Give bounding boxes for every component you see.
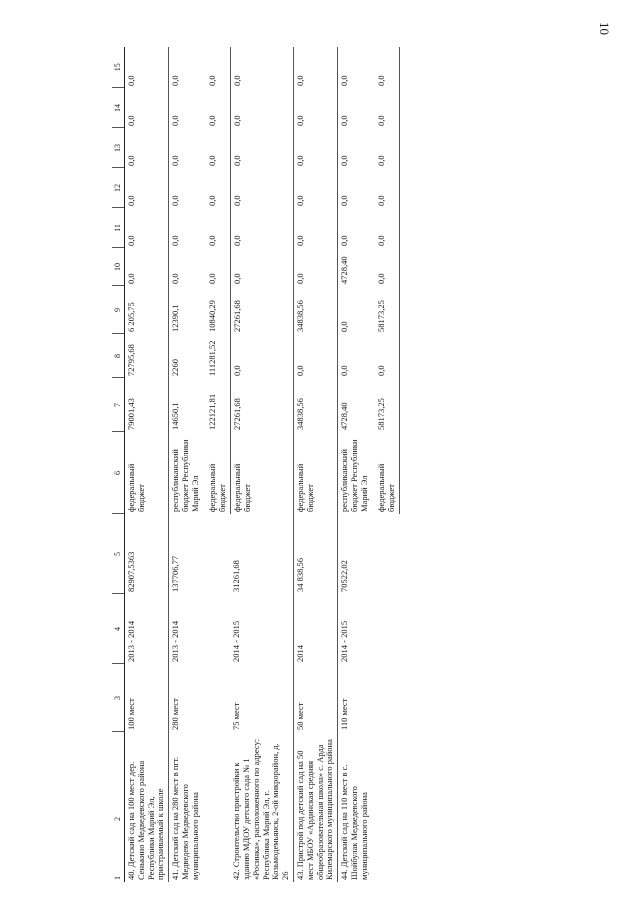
table-row (230, 47, 293, 882)
value-cell: 4728,40 (339, 402, 350, 430)
table-row (293, 47, 337, 882)
funding-source-cell: федеральный бюджет (202, 432, 230, 514)
value-cell: 0,0 (293, 88, 337, 128)
value-cell: 0,0 (230, 248, 293, 286)
value-cell: 0,0 (371, 168, 399, 208)
header-cell: 12 (112, 732, 125, 882)
value-cell: 0,0 (293, 334, 337, 378)
value-cell: 0,0 (371, 334, 399, 378)
value-cell: 12390,1 (170, 304, 181, 332)
object-name: Строительство пристройки к зданию МДОУ детского сада № 1 «Росинка», расположенного по адресу: Республика Марий Эл, г. Козьмодемьянск, 2-ой микрорайон, д. 26 (231, 738, 291, 880)
value-cell: 0,0 (339, 115, 350, 126)
value-cell: 0,0 (170, 195, 181, 206)
value-cell: 0,0 (371, 88, 399, 128)
table-row (125, 47, 169, 882)
value-cell: 0,0 (202, 208, 230, 248)
header-cell: 12 (112, 168, 125, 208)
funding-source-cell: федеральный бюджет (125, 432, 169, 514)
value-cell: 34838,56 (293, 286, 337, 334)
value-cell: 0,0 (202, 168, 230, 208)
header-cell: 3 (112, 664, 125, 732)
value-cell: 0,0 (202, 128, 230, 168)
value-cell: 0,0 (293, 168, 337, 208)
value-cell: 58173,25 (371, 378, 399, 432)
object-name: Детский сад на 100 мест дер. Сенькино Медведевского района Республики Марий Эл, пристраиваемый к школе (126, 760, 166, 880)
period-cell: 2013 - 2014 (170, 620, 181, 662)
value-cell: 2260 (170, 359, 181, 376)
object-name-cell (293, 732, 337, 882)
value-cell: 4728,40 (339, 256, 350, 284)
capacity-cell: 280 мест (170, 698, 181, 730)
value-cell: 0,0 (230, 168, 293, 208)
object-name: Пристрой под детский сад на 50 мест МБОУ «Ардинская средняя общеобразовательная школа» с. Арда Килемарского муниципального района (294, 739, 335, 880)
funding-source-cell: республиканский бюджет Республики Марий Эл (339, 439, 369, 512)
object-name: Детский сад на 280 мест в пгт. Медведево Медведевского муниципального района (170, 756, 200, 880)
cost-cell: 82907,5363 (125, 514, 169, 594)
value-cell: 0,0 (125, 168, 169, 208)
period-cell: 2014 - 2015 (339, 620, 350, 662)
object-name-cell (230, 732, 293, 882)
value-cell: 72795,68 (125, 334, 169, 378)
value-cell: 10840,29 (202, 286, 230, 334)
value-cell: 111281,52 (202, 334, 230, 378)
page-number: 10 (597, 22, 612, 35)
period-cell: 2014 - 2015 (230, 594, 293, 664)
header-cell: 5 (112, 514, 125, 594)
value-cell: 0,0 (293, 208, 337, 248)
cost-cell: 34 838,56 (293, 514, 337, 594)
period-cell: 2013 - 2014 (125, 594, 169, 664)
value-cell: 0,0 (339, 235, 350, 246)
value-cell: 0,0 (230, 334, 293, 378)
value-cell: 0,0 (170, 273, 181, 284)
value-cell: 0,0 (371, 128, 399, 168)
value-cell: 0,0 (339, 321, 350, 332)
object-name-cell (125, 732, 169, 882)
value-cell: 27261,68 (230, 378, 293, 432)
row-number: 44. (339, 869, 350, 880)
header-cell: 9 (112, 286, 125, 334)
value-cell: 122121,81 (202, 378, 230, 432)
value-cell: 0,0 (202, 248, 230, 286)
value-cell: 0,0 (125, 248, 169, 286)
value-cell: 0,0 (339, 365, 350, 376)
table-row (169, 47, 203, 882)
capacity-cell: 110 мест (339, 698, 350, 730)
table-row (338, 47, 372, 882)
header-cell: 13 (112, 128, 125, 168)
value-cell: 0,0 (125, 47, 169, 88)
program-table (112, 47, 400, 882)
table-body (125, 47, 400, 882)
value-cell: 0,0 (170, 115, 181, 126)
funding-source-cell: республиканский бюджет Республики Марий Эл (170, 439, 200, 512)
value-cell: 0,0 (125, 208, 169, 248)
value-cell: 14650,1 (170, 402, 181, 430)
header-cell: 14 (112, 88, 125, 128)
value-cell: 0,0 (339, 75, 350, 86)
value-cell: 0,0 (230, 88, 293, 128)
row-number: 40. (126, 869, 136, 880)
value-cell: 0,0 (371, 208, 399, 248)
cost-cell: 31261,68 (230, 514, 293, 594)
value-cell: 0,0 (202, 47, 230, 88)
header-cell: 8 (112, 334, 125, 378)
value-cell: 0,0 (339, 195, 350, 206)
value-cell: 0,0 (293, 128, 337, 168)
value-cell: 0,0 (293, 248, 337, 286)
header-row (112, 47, 125, 882)
value-cell: 0,0 (170, 235, 181, 246)
value-cell: 0,0 (170, 75, 181, 86)
value-cell: 6 205,75 (125, 286, 169, 334)
value-cell: 0,0 (371, 248, 399, 286)
object-name-cell (338, 732, 400, 882)
funding-source-cell: федеральный бюджет (293, 432, 337, 514)
object-name-cell (169, 732, 231, 882)
header-cell: 11 (112, 208, 125, 248)
value-cell: 0,0 (230, 128, 293, 168)
capacity-cell: 75 мест (230, 664, 293, 732)
capacity-cell: 100 мест (125, 664, 169, 732)
header-cell: 10 (112, 248, 125, 286)
funding-source-cell: федеральный бюджет (230, 432, 293, 514)
cost-cell: 70522,02 (339, 560, 350, 592)
value-cell: 0,0 (371, 47, 399, 88)
value-cell: 0,0 (293, 47, 337, 88)
cost-cell: 137706,77 (170, 555, 181, 592)
value-cell: 0,0 (125, 88, 169, 128)
row-number: 41. (170, 869, 181, 880)
row-number: 43. (294, 869, 305, 880)
value-cell: 79001,43 (125, 378, 169, 432)
header-cell: 6 (112, 432, 125, 514)
period-cell: 2014 (293, 594, 337, 664)
value-cell: 0,0 (202, 88, 230, 128)
value-cell: 34838,56 (293, 378, 337, 432)
object-name: Детский сад на 110 мест в с. Шойбулак Медведевского муниципального района (339, 764, 369, 880)
rotated-table-container (112, 47, 512, 882)
header-cell: 4 (112, 594, 125, 664)
value-cell: 27261,68 (230, 286, 293, 334)
value-cell: 0,0 (170, 155, 181, 166)
row-number: 42. (231, 869, 242, 880)
value-cell: 0,0 (339, 155, 350, 166)
funding-source-cell: федеральный бюджет (371, 432, 399, 514)
header-cell: 7 (112, 378, 125, 432)
value-cell: 58173,25 (371, 286, 399, 334)
value-cell: 0,0 (125, 128, 169, 168)
value-cell: 0,0 (230, 208, 293, 248)
capacity-cell: 50 мест (293, 664, 337, 732)
header-cell: 15 (112, 47, 125, 88)
value-cell: 0,0 (230, 47, 293, 88)
